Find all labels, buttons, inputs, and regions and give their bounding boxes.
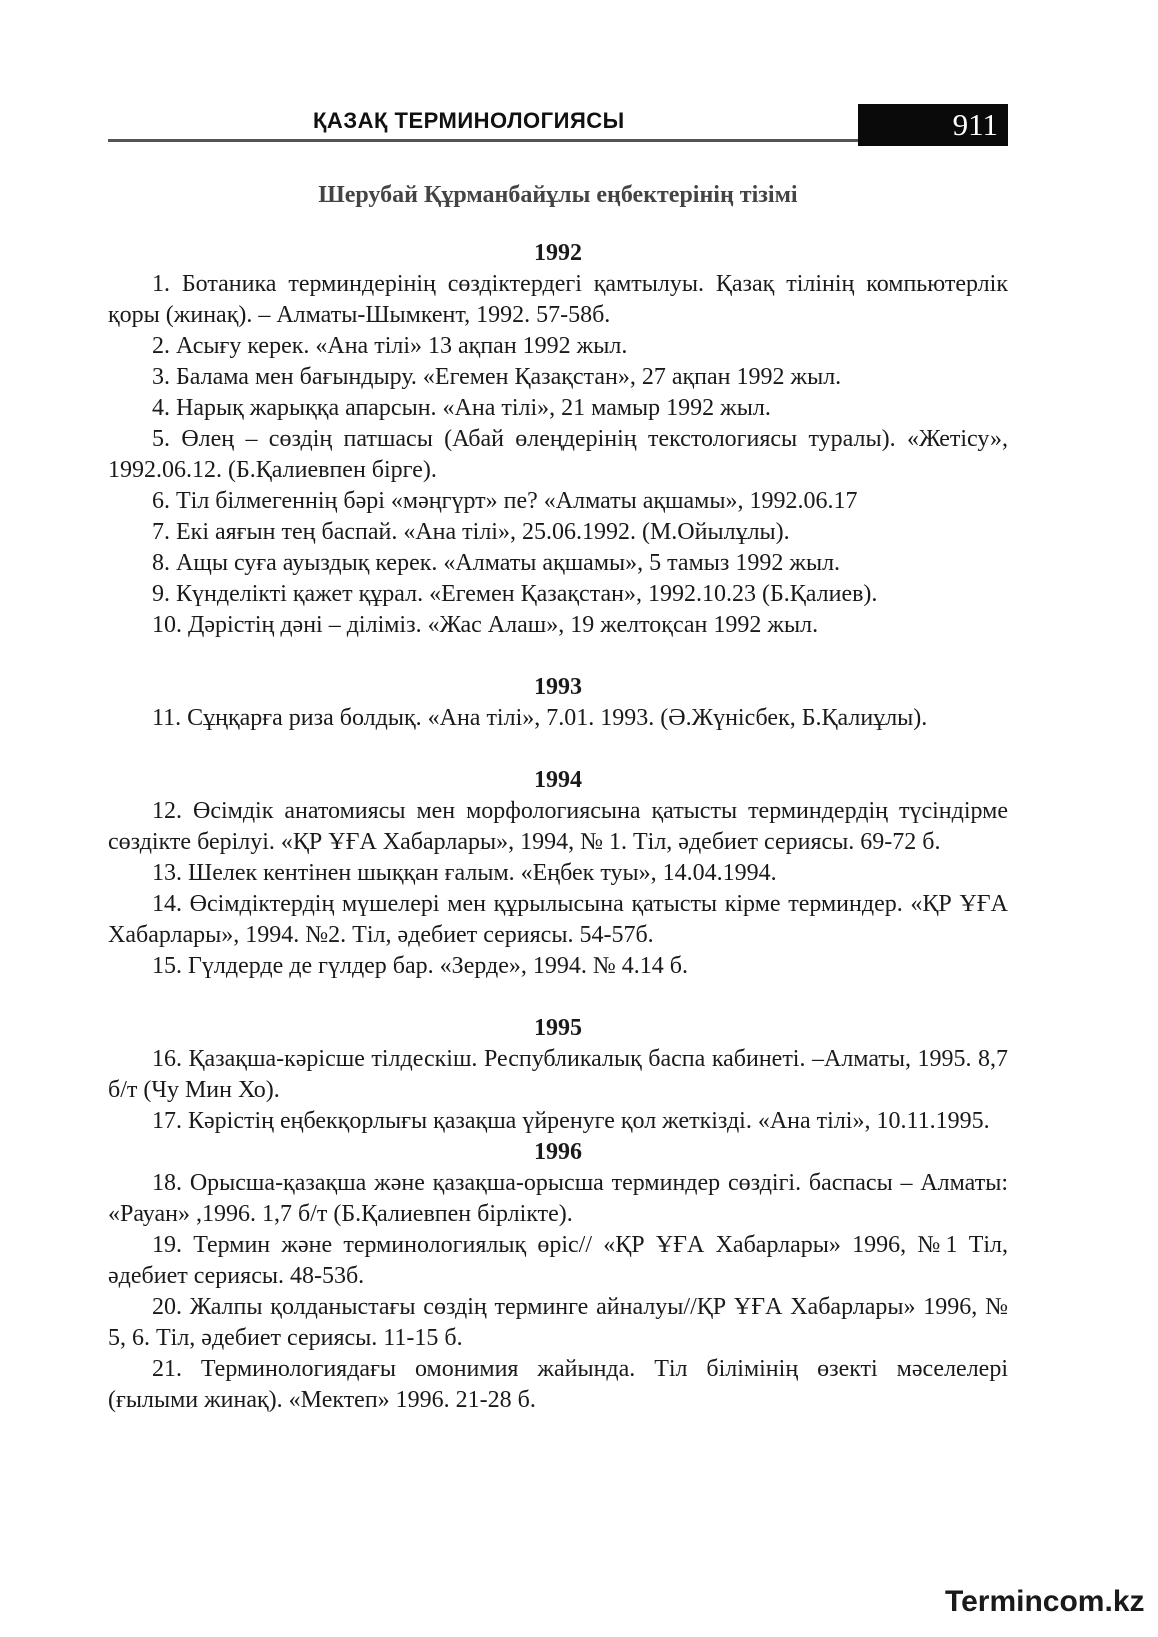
document-title: Шерубай Құрманбайұлы еңбектерінің тізімі [318, 182, 798, 208]
list-item: 4. Нарық жарыққа апарсын. «Ана тілі», 21 мамыр 1992 жыл. [152, 395, 771, 421]
list-item: 18. Орысша-қазақша және қазақша-орысша терминдер сөздігі. баспасы – Алматы: «Рауан» ,1996. 1,7 б/т (Б.Қалиевпен бірлікте). [108, 1170, 1008, 1227]
list-item: 17. Кәрістің еңбекқорлығы қазақша үйренуге қол жеткізді. «Ана тілі», 10.11.1995. [152, 1108, 990, 1134]
page-header [108, 104, 1008, 146]
list-item: 20. Жалпы қолданыстағы сөздің терминге айналуы//ҚР ҰҒА Хабарлары» 1996, № 5, 6. Тіл, әдебиет сериясы. 11-15 б. [108, 1294, 1008, 1351]
section-spacer [108, 734, 1008, 765]
list-item: 9. Күнделікті қажет құрал. «Егемен Қазақстан», 1992.10.23 (Б.Қалиев). [152, 581, 878, 607]
list-item: 21. Терминологиядағы омонимия жайында. Тіл білімінің өзекті мәселелері (ғылыми жинақ). «Мектеп» 1996. 21-28 б. [108, 1356, 1008, 1413]
list-item: 1. Ботаника терминдерінің сөздіктердегі қамтылуы. Қазақ тілінің компьютерлік қоры (жинақ). – Алматы-Шымкент, 1992. 57-58б. [108, 271, 1008, 328]
list-item: 15. Гүлдерде де гүлдер бар. «Зерде», 1994. № 4.14 б. [152, 953, 689, 979]
list-item: 10. Дәрістің дәні – діліміз. «Жас Алаш», 19 желтоқсан 1992 жыл. [152, 612, 819, 638]
list-item: 13. Шелек кентінен шыққан ғалым. «Еңбек туы», 14.04.1994. [152, 860, 777, 886]
section-spacer [108, 982, 1008, 1013]
running-title: ҚАЗАҚ ТЕРМИНОЛОГИЯСЫ [313, 108, 625, 133]
year-heading-1996: 1996 [534, 1139, 582, 1165]
list-item: 8. Ащы суға ауыздық керек. «Алматы ақшамы», 5 тамыз 1992 жыл. [152, 550, 841, 576]
list-item: 14. Өсімдіктердің мүшелері мен құрылысына қатысты кірме терминдер. «ҚР ҰҒА Хабарлары», 1994. №2. Тіл, әдебиет сериясы. 54-57б. [108, 891, 1008, 948]
list-item: 16. Қазақша-кәрісше тілдескіш. Республикалық баспа кабинеті. –Алматы, 1995. 8,7 б/т (Чу Мин Хо). [108, 1046, 1008, 1103]
list-item: 11. Сұңқарға риза болдық. «Ана тілі», 7.01. 1993. (Ә.Жүнісбек, Б.Қалиұлы). [152, 705, 928, 731]
year-heading-1992: 1992 [534, 240, 582, 266]
section-spacer [108, 641, 1008, 672]
list-item: 5. Өлең – сөздің патшасы (Абай өлеңдерінің текстологиясы туралы). «Жетісу», 1992.06.12. (Б.Қалиевпен бірге). [108, 426, 1008, 483]
list-item: 6. Тіл білмегеннің бәрі «мәңгүрт» пе? «Алматы ақшамы», 1992.06.17 [152, 488, 858, 514]
year-heading-1993: 1993 [534, 674, 582, 700]
list-item: 2. Асығу керек. «Ана тілі» 13 ақпан 1992 жыл. [152, 333, 628, 359]
list-item: 7. Екі аяғын тең баспай. «Ана тілі», 25.06.1992. (М.Ойылұлы). [152, 519, 790, 545]
page-number: 911 [858, 104, 1008, 146]
list-item: 19. Термин және терминологиялық өріс// «ҚР ҰҒА Хабарлары» 1996, №1 Тіл, әдебиет сериясы. 48-53б. [108, 1232, 1008, 1289]
site-watermark: Termincom.kz [945, 1585, 1145, 1618]
header-rule [108, 139, 858, 142]
list-item: 12. Өсімдік анатомиясы мен морфологиясына қатысты терминдердің түсіндірме сөздікте берілуі. «ҚР ҰҒА Хабарлары», 1994, № 1. Тіл, әдебиет сериясы. 69-72 б. [108, 798, 1008, 855]
list-item: 3. Балама мен бағындыру. «Егемен Қазақстан», 27 ақпан 1992 жыл. [152, 364, 842, 390]
year-heading-1995: 1995 [534, 1015, 582, 1041]
year-heading-1994: 1994 [534, 767, 582, 793]
bibliography-list [108, 238, 1008, 1416]
